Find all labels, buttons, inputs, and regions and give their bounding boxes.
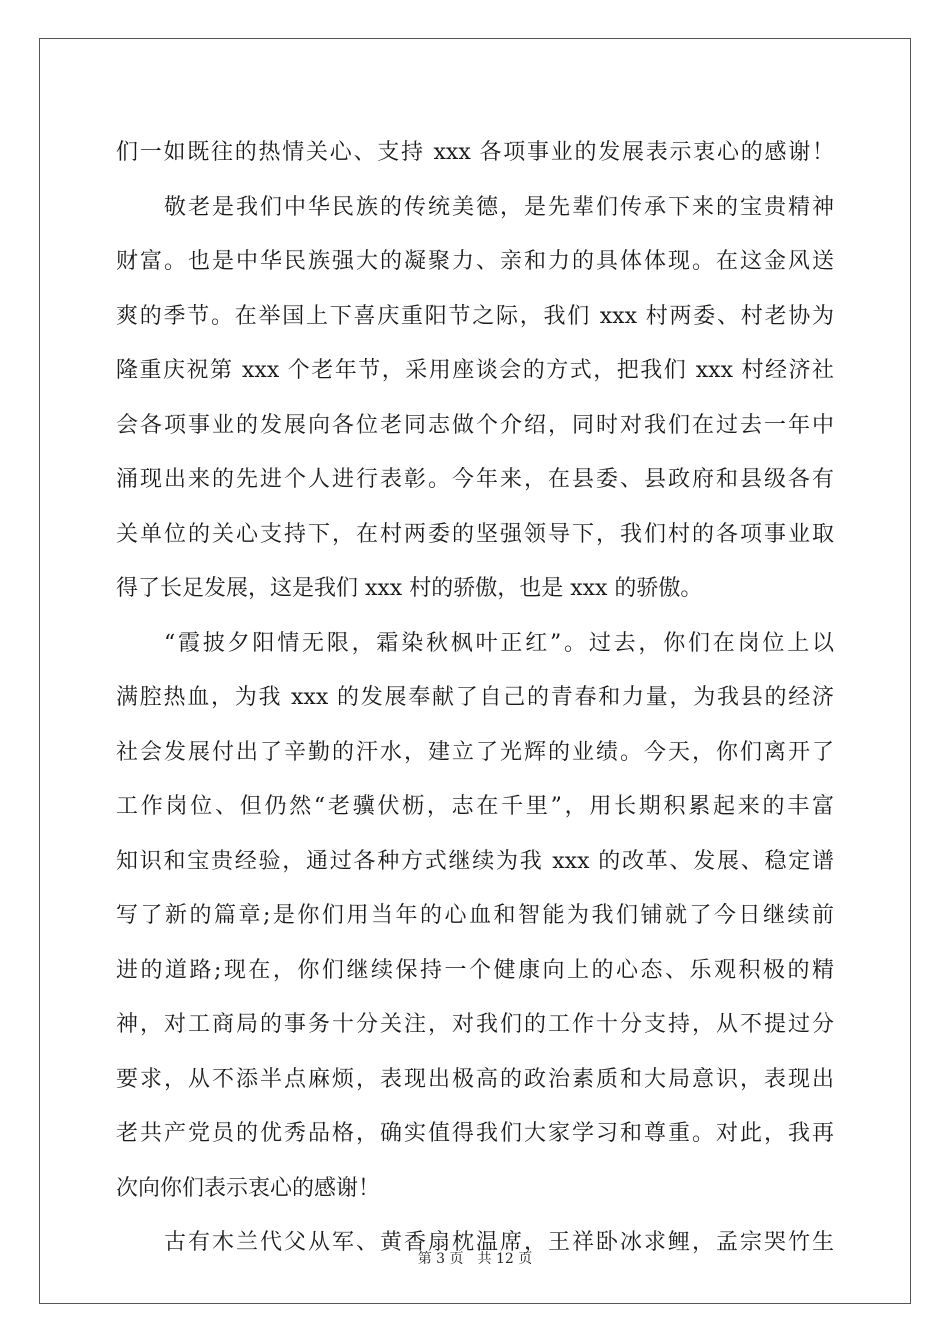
text-line: 次向你们表示衷心的感谢！: [116, 1175, 381, 1201]
text-line: 要求，从不添半点麻烦，表现出极高的政治素质和大局意识，表现出: [116, 1066, 834, 1092]
text-line: 涌现出来的先进个人进行表彰。今年来，在县委、县政府和县级各有: [116, 467, 834, 492]
text-line: 财富。也是中华民族强大的凝聚力、亲和力的具体体现。在这金风送: [116, 249, 834, 274]
document-body: [116, 126, 834, 1271]
text-line: 知识和宝贵经验，通过各种方式继续为我 xxx 的改革、发展、稳定谱: [116, 848, 834, 874]
text-line: 古有木兰代父从军、黄香扇枕温席，王祥卧冰求鲤，孟宗哭竹生: [164, 1230, 834, 1255]
text-line: 工作岗位、但仍然“老骥伏枥，志在千里”，用长期积累起来的丰富: [116, 794, 834, 819]
text-line: 社会发展付出了辛勤的汗水，建立了光辉的业绩。今天，你们离开了: [116, 739, 834, 765]
text-line: 老共产党员的优秀品格，确实值得我们大家学习和尊重。对此，我再: [116, 1121, 834, 1146]
text-line: 关单位的关心支持下，在村两委的坚强领导下，我们村的各项事业取: [116, 521, 834, 547]
text-line: 敬老是我们中华民族的传统美德，是先辈们传承下来的宝贵精神: [164, 194, 834, 220]
text-line: 爽的季节。在举国上下喜庆重阳节之际，我们 xxx 村两委、村老协为: [116, 303, 834, 329]
text-line: 进的道路;现在，你们继续保持一个健康向上的心态、乐观积极的精: [116, 957, 834, 983]
text-line: 隆重庆祝第 xxx 个老年节，采用座谈会的方式，把我们 xxx 村经济社: [116, 358, 834, 383]
text-line: 神，对工商局的事务十分关注，对我们的工作十分支持，从不提过分: [116, 1012, 834, 1037]
text-line: 写了新的篇章;是你们用当年的心血和智能为我们铺就了今日继续前: [116, 903, 834, 928]
page-number-total: 共 12 页: [477, 1251, 533, 1267]
text-line: “霞披夕阳情无限，霜染秋枫叶正红”。过去，你们在岗位上以: [164, 630, 834, 656]
text-line: 们一如既往的热情关心、支持 xxx 各项事业的发展表示衷心的感谢！: [116, 140, 834, 165]
text-line: 得了长足发展，这是我们 xxx 村的骄傲，也是 xxx 的骄傲。: [116, 576, 703, 601]
page-number-current: 第 3 页: [417, 1251, 464, 1267]
text-line: 会各项事业的发展向各位老同志做个介绍，同时对我们在过去一年中: [116, 412, 834, 438]
page-footer: [0, 1248, 950, 1268]
text-line: 满腔热血，为我 xxx 的发展奉献了自己的青春和力量，为我县的经济: [116, 685, 834, 710]
